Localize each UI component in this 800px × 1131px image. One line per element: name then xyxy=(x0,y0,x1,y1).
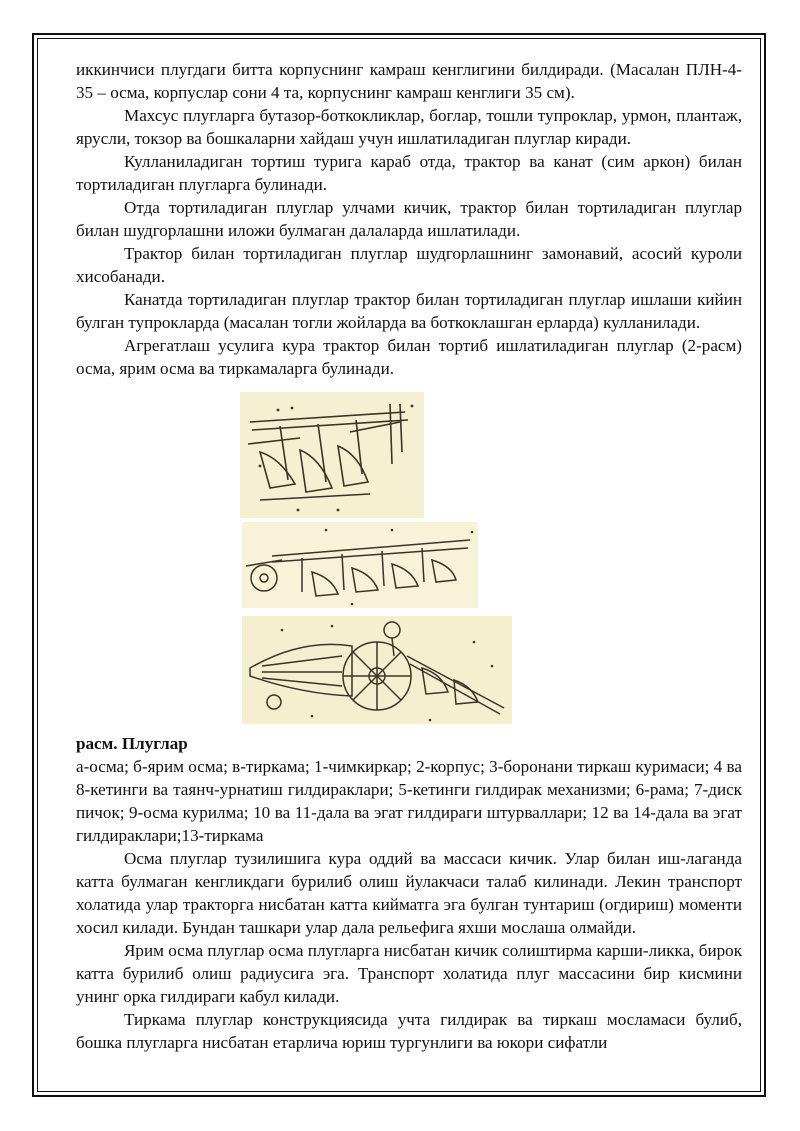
figure-title: расм. Плуглар xyxy=(76,734,188,753)
document-body xyxy=(76,58,742,1054)
mounted-plough-illustration xyxy=(240,392,424,518)
paragraph: Махсус плугларга бутазор-боткокликлар, боглар, тошли тупроклар, урмон, плантаж, ярусли, токзор ва бошкаларни хайдаш учун ишлатиладиган плуглар киради. xyxy=(76,106,742,148)
paragraph: Агрегатлаш усулига кура трактор билан тортиб ишлатиладиган плуглар (2-расм) осма, ярим осма ва тиркамаларга булинади. xyxy=(76,336,742,378)
paragraph: Осма плуглар тузилишига кура оддий ва массаси кичик. Улар билан иш-лаганда катта булмаган кенгликдаги бурилиб олиш йулакчаси талаб килинади. Лекин транспорт холатида улар тракторга нисбатан катта кийматга эга булган тунтариш (огдириш) моменти хосил килади. Бундан ташкари улар дала рельефига яхши мослаша олмайди. xyxy=(76,849,742,937)
paragraph: Кулланиладиган тортиш турига караб отда, трактор ва канат (сим аркон) билан тортиладиган плугларга булинади. xyxy=(76,152,742,194)
paragraph: Трактор билан тортиладиган плуглар шудгорлашнинг замонавий, асосий куроли хисобанади. xyxy=(76,244,742,286)
figure-caption: а-осма; б-ярим осма; в-тиркама; 1-чимкиркар; 2-корпус; 3-боронани тиркаш куримаси; 4 ва 8-кетинги ва таянч-урнатиш гилдираклари; 5-кетинги гилдирак механизми; 6-рама; 7-диск пичок; 9-осма курилма; 10 ва 11-дала ва эгат гилдираги штурваллари; 12 ва 14-дала ва эгат гилдираклари;13-тиркама xyxy=(76,757,742,845)
paragraph: Отда тортиладиган плуглар улчами кичик, трактор билан тортиладиган плуглар билан шудгорлашни иложи булмаган далаларда ишлатилади. xyxy=(76,198,742,240)
paragraph: Тиркама плуглар конструкциясида учта гилдирак ва тиркаш мосламаси булиб, бошка плугларга нисбатан етарлича юриш тургунлиги ва юкори сифатли xyxy=(76,1010,742,1052)
plough-figure xyxy=(76,392,742,732)
paragraph: Ярим осма плуглар осма плугларга нисбатан кичик солиштирма карши-ликка, бирок катта бурилиб олиш радиусига эга. Транспорт холатида плуг массасини бир кисмини унинг орка гилдираги кабул килади. xyxy=(76,941,742,1006)
semi-mounted-plough-illustration xyxy=(242,522,478,608)
paragraph: Канатда тортиладиган плуглар трактор билан тортиладиган плуглар ишлаши кийин булган тупрокларда (масалан тогли жойларда ва боткоклашган ерларда) кулланилади. xyxy=(76,290,742,332)
trailed-plough-illustration xyxy=(242,616,512,724)
paragraph: иккинчиси плугдаги битта корпуснинг камраш кенглигини билдиради. (Масалан ПЛН-4-35 – осма, корпуслар сони 4 та, корпуснинг камраш кенглиги 35 см). xyxy=(76,60,742,102)
